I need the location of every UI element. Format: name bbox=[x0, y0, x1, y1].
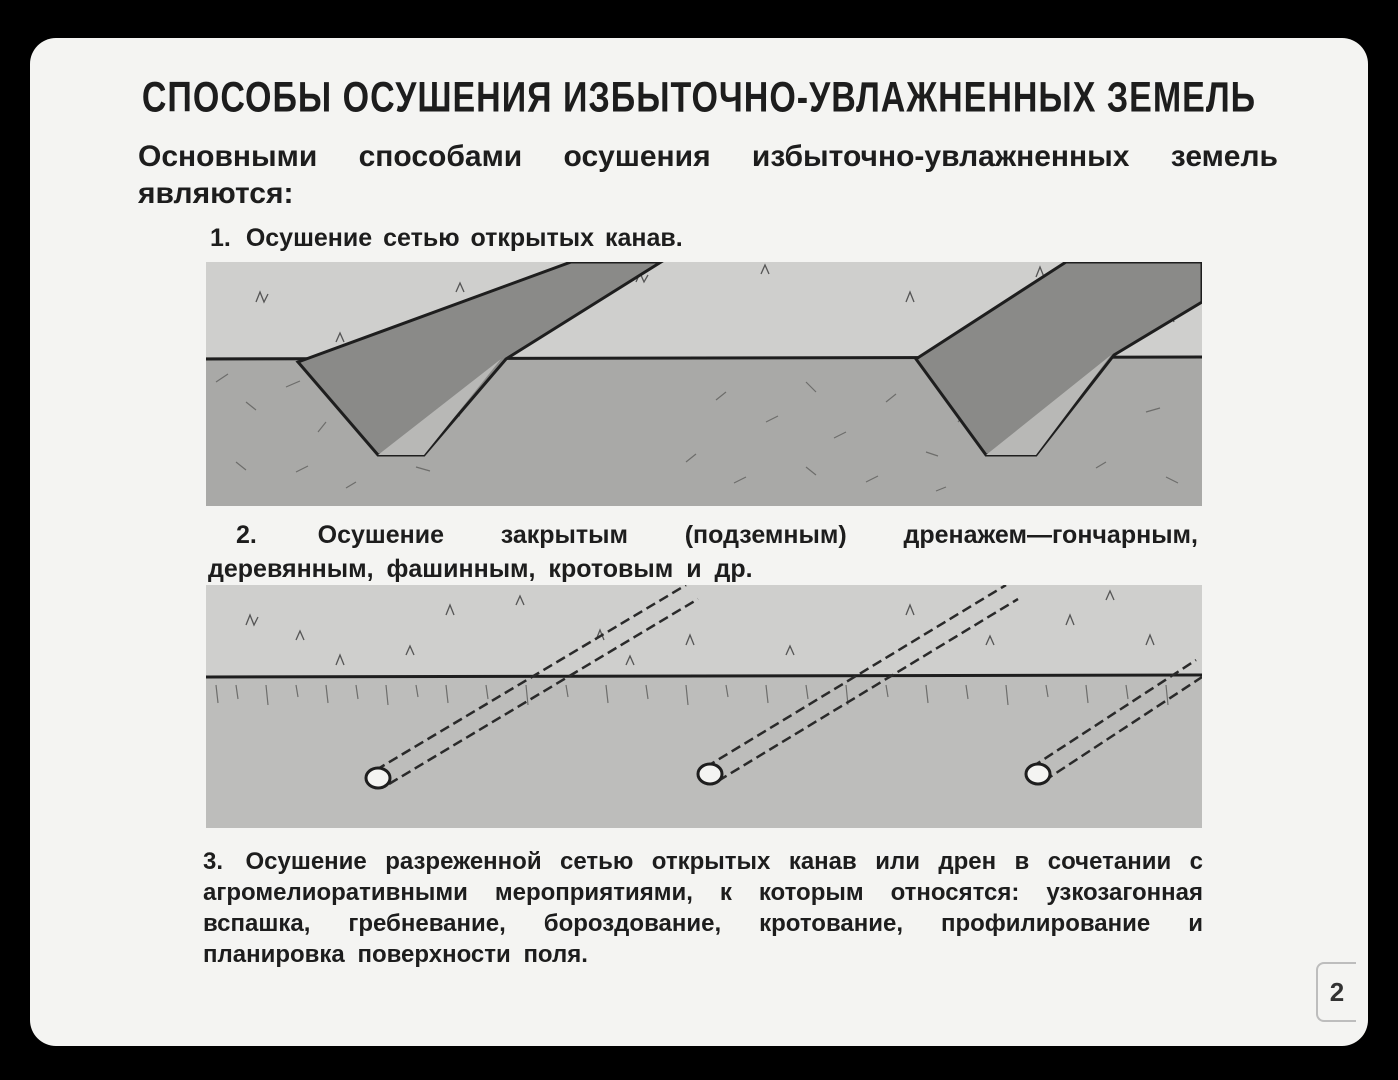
intro-text: Основными способами осушения избыточно-увлажненных земель являются: bbox=[138, 140, 1278, 210]
method-1 bbox=[210, 224, 683, 253]
method-3 bbox=[203, 846, 1203, 970]
pipe-end-3 bbox=[1026, 764, 1050, 784]
method-1-text: Осушение сетью открытых канав. bbox=[245, 224, 683, 252]
soil-layer bbox=[206, 677, 1202, 828]
page-number: 2 bbox=[1316, 962, 1356, 1022]
slide-title: СПОСОБЫ ОСУШЕНИЯ ИЗБЫТОЧНО-УВЛАЖНЕННЫХ ЗЕМЕЛЬ bbox=[141, 74, 1257, 122]
pipe-end-1 bbox=[366, 768, 390, 788]
method-1-number: 1. bbox=[210, 224, 231, 252]
method-2-text: Осушение закрытым (подземным) дренажем—гончарным, деревянным, фашинным, кротовым и др. bbox=[208, 521, 1198, 583]
open-canals-illustration bbox=[206, 262, 1202, 506]
method-2 bbox=[208, 518, 1198, 586]
method-3-number: 3. bbox=[203, 848, 224, 875]
pipe-end-2 bbox=[698, 764, 722, 784]
method-2-number: 2. bbox=[236, 521, 257, 549]
method-3-text: Осушение разреженной сетью открытых канав или дрен в сочетании с агромелиоративными мероприятиями, к которым относятся: узкозагонная вспашка, гребневание, бороздование, кротование, профилирование и планировка поверхности поля. bbox=[203, 848, 1203, 968]
closed-drainage-illustration bbox=[206, 585, 1202, 828]
